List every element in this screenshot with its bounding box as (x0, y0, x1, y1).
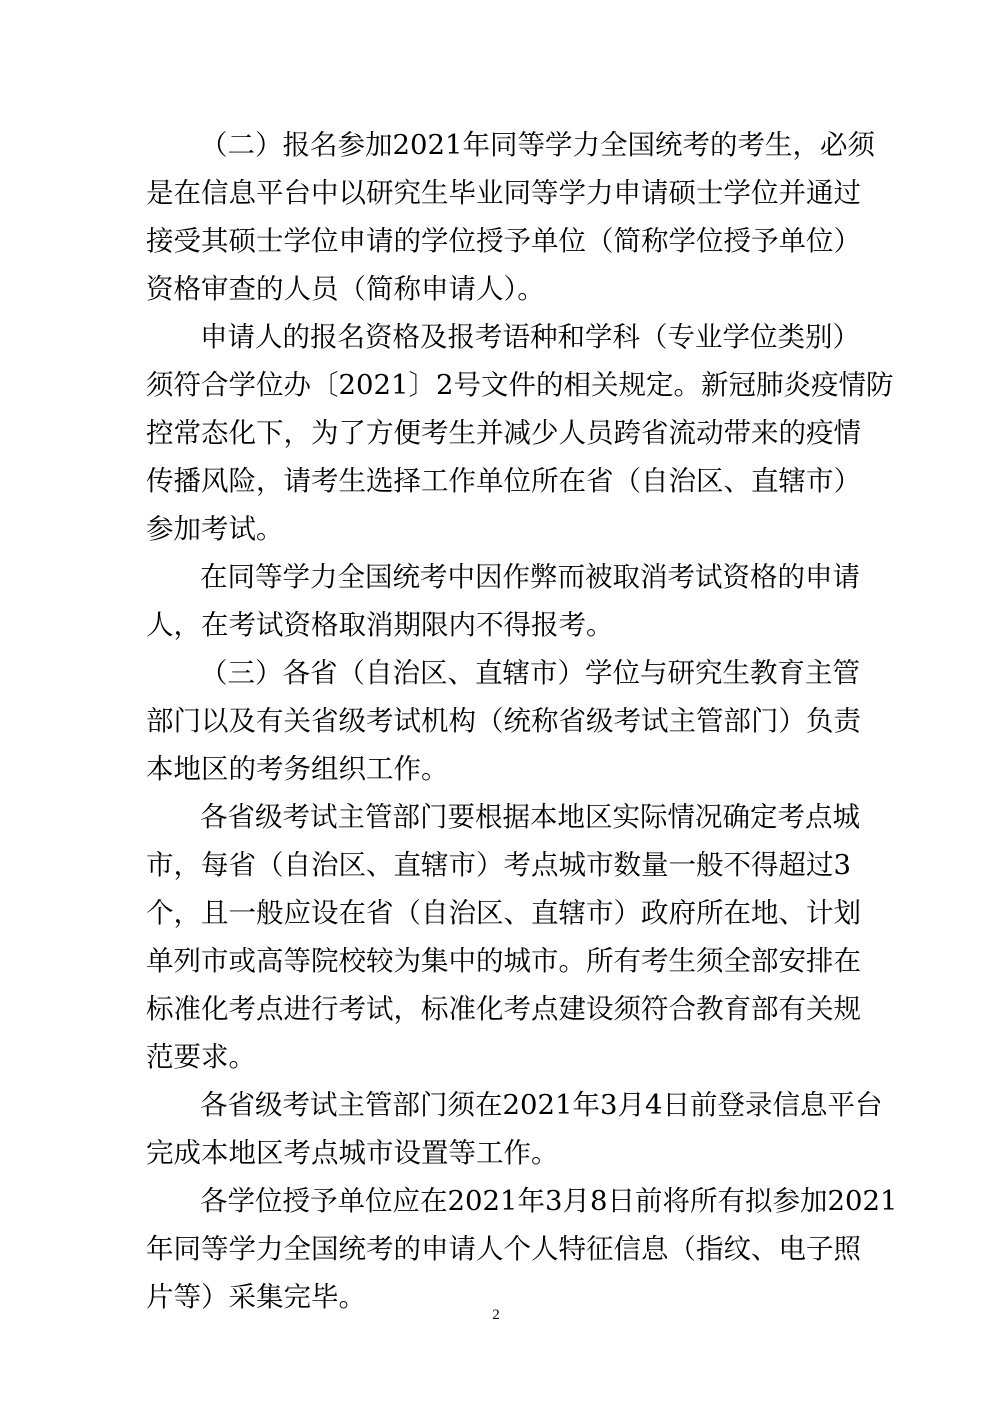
paragraph-3-line-2: 人，在考试资格取消期限内不得报考。 (146, 609, 614, 641)
paragraph-5-line-4: 单列市或高等院校较为集中的城市。所有考生须全部安排在 (146, 945, 861, 977)
paragraph-3-line-1: 在同等学力全国统考中因作弊而被取消考试资格的申请 (200, 561, 860, 593)
paragraph-6-line-1: 各省级考试主管部门须在2021年3月4日前登录信息平台 (200, 1089, 883, 1121)
paragraph-4-line-3: 本地区的考务组织工作。 (146, 753, 449, 785)
paragraph-1-line-1: （二）报名参加2021年同等学力全国统考的考生，必须 (200, 129, 875, 161)
paragraph-5-line-5: 标准化考点进行考试，标准化考点建设须符合教育部有关规 (146, 993, 861, 1025)
paragraph-6-line-2: 完成本地区考点城市设置等工作。 (146, 1137, 559, 1169)
paragraph-1-line-2: 是在信息平台中以研究生毕业同等学力申请硕士学位并通过 (146, 177, 861, 209)
paragraph-1-line-3: 接受其硕士学位申请的学位授予单位（简称学位授予单位） (146, 225, 861, 257)
paragraph-4-line-2: 部门以及有关省级考试机构（统称省级考试主管部门）负责 (146, 705, 861, 737)
paragraph-2-line-4: 传播风险，请考生选择工作单位所在省（自治区、直辖市） (146, 465, 861, 497)
paragraph-2-line-1: 申请人的报名资格及报考语种和学科（专业学位类别） (200, 321, 860, 353)
paragraph-7-line-3: 片等）采集完毕。 (146, 1281, 366, 1313)
paragraph-1-line-4: 资格审查的人员（简称申请人）。 (146, 273, 545, 305)
paragraph-4-line-1: （三）各省（自治区、直辖市）学位与研究生教育主管 (200, 657, 860, 689)
page-number: 2 (492, 1307, 500, 1323)
paragraph-7-line-1: 各学位授予单位应在2021年3月8日前将所有拟参加2021 (200, 1185, 898, 1217)
paragraph-5-line-6: 范要求。 (146, 1041, 256, 1073)
paragraph-2-line-5: 参加考试。 (146, 513, 284, 545)
paragraph-5-line-3: 个，且一般应设在省（自治区、直辖市）政府所在地、计划 (146, 897, 861, 929)
paragraph-7-line-2: 年同等学力全国统考的申请人个人特征信息（指纹、电子照 (146, 1233, 861, 1265)
paragraph-5-line-1: 各省级考试主管部门要根据本地区实际情况确定考点城 (200, 801, 860, 833)
paragraph-5-line-2: 市，每省（自治区、直辖市）考点城市数量一般不得超过3 (146, 849, 851, 881)
paragraph-2-line-2: 须符合学位办〔2021〕2号文件的相关规定。新冠肺炎疫情防 (146, 369, 894, 401)
paragraph-2-line-3: 控常态化下，为了方便考生并减少人员跨省流动带来的疫情 (146, 417, 861, 449)
